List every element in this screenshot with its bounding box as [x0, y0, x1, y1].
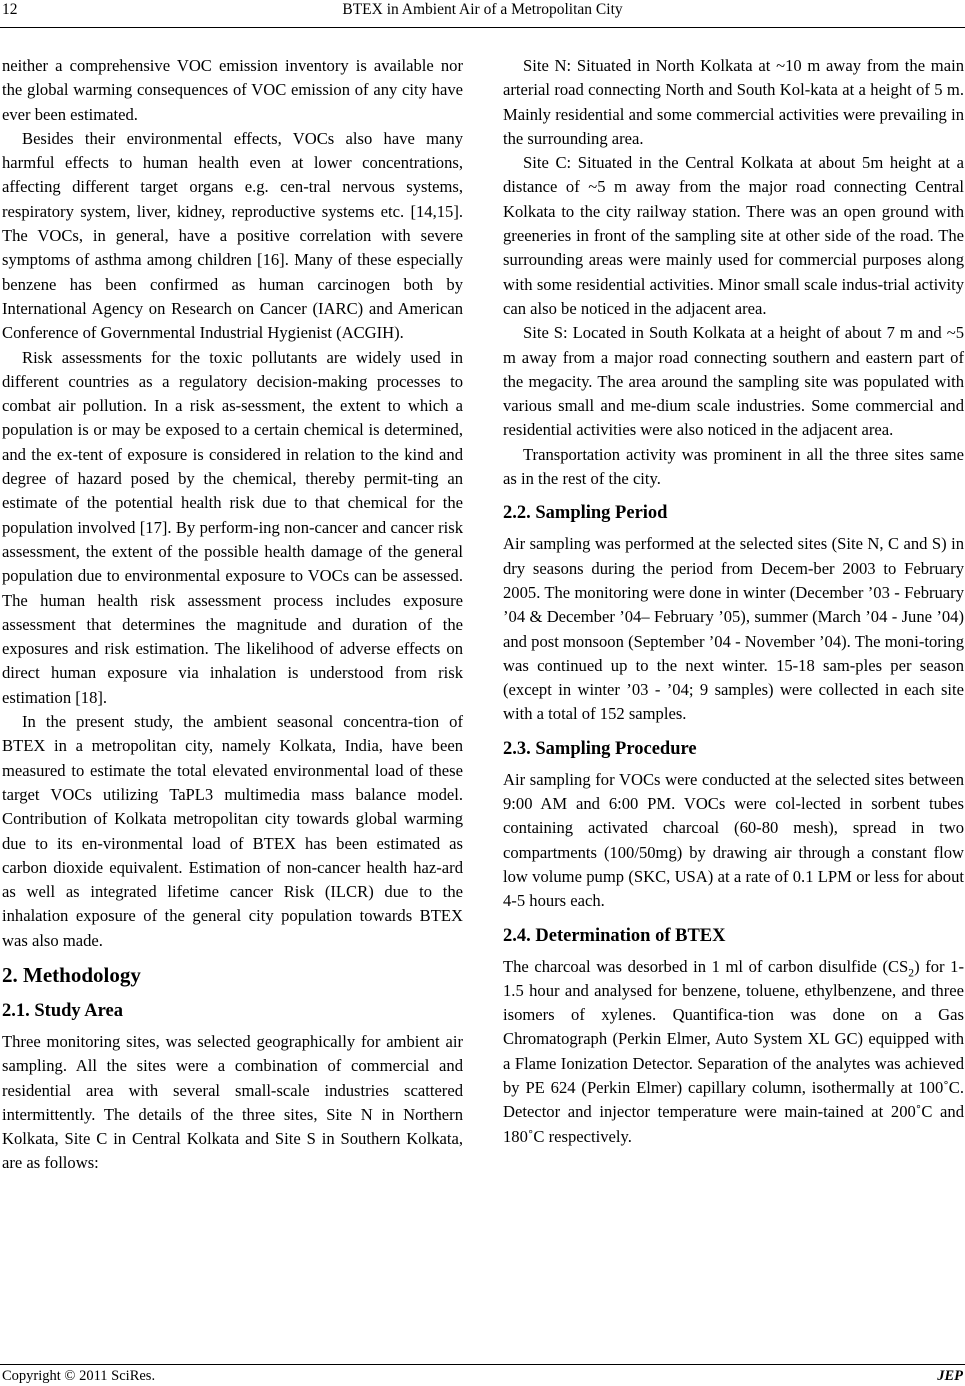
paragraph: Air sampling was performed at the selected sites (Site N, C and S) in dry seasons during the period from Decem-ber 2003 to February 2005. The monitoring were done in winter (December ’03 - February ’04 & December ’04– February ’05), summer (March ’04 - June ’04) and post monsoon (September ’04 - November ’04). The moni-toring was continued up to the next winter. 15-18 sam-ples per season (except in winter ’03 - ’04; 9 samples) were collected in each site with a total of 152 samples. [503, 534, 964, 724]
site-c-paragraph: Site C: Situated in the Central Kolkata at about 5m height at a distance of ~5 m away from the major road connecting Central Kolkata to the city railway station. There was an open ground with greeneries in front of the sampling site at other side of the road. The surrounding areas were mainly used for commercial purposes along with some residential activities. Minor small scale indus-trial activity can also be noticed in the adjacent area. [503, 153, 964, 318]
text-run: The charcoal was desorbed in 1 ml of carbon disulfide (CS [503, 956, 909, 976]
paragraph: Three monitoring sites, was selected geographically for ambient air sampling. All the sites were a combination of commercial and residential area with several small-scale industries scattered intermittently. The details of the three sites, Site N in Northern Kolkata, Site C in Central Kolkata and Site S in Southern Kolkata, are as follows: [2, 1031, 463, 1173]
paragraph: Besides their environmental effects, VOCs also have many harmful effects to human health even at lower concentrations, affecting different target organs e.g. cen-tral nervous systems, respiratory system, liver, kidney, reproductive systems etc. [14,15]. The VOCs, in general, have a positive correlation with severe symptoms of asthma among children [16]. Many of these especially benzene has been confirmed as human carcinogen both by International Agency on Research on Cancer (IARC) and American Conference of Governmental Industrial Hygienist (ACGIH). [2, 128, 463, 343]
journal-abbreviation: JEP [937, 1368, 963, 1384]
subsection-heading-sampling-period: 2.2. Sampling Period [503, 503, 668, 524]
site-s-paragraph: Site S: Located in South Kolkata at a height of about 7 m and ~5 m away from a major road connecting southern and eastern part of the megacity. The area around the sampling site was populated with various small and me-dium scale industries. Some commercial and residential activities were also noticed in the adjacent area. [503, 323, 964, 440]
right-column [503, 54, 964, 1149]
paragraph: Transportation activity was prominent in all the three sites same as in the rest of the city. [503, 444, 964, 489]
text-run: ) for 1-1.5 hour and analysed for benzene, toluene, ethylbenzene, and three isomers of xylenes. Quantifica-tion was done on a Gas Chromatograph (Perkin Elmer, Auto System XL GC) equipped with a Flame Ionization Detector. Separation of the analytes was achieved by PE 624 (Perkin Elmer) capillary column, isothermally at 100˚C. Detector and injector temperature were main-tained at 200˚C and 180˚C respectively. [503, 956, 965, 1146]
copyright-notice: Copyright © 2011 SciRes. [2, 1368, 156, 1384]
paragraph: Risk assessments for the toxic pollutants are widely used in different countries as a regulatory decision-making processes to combat air pollution. In a risk as-sessment, the extent to which a population is or may be exposed to a certain chemical is determined, and the ex-tent of exposure is considered in relation to the kind and degree of hazard posed by the chemical, thereby permit-ting an estimate of the potential health risk due to that chemical for the population involved [17]. By perform-ing non-cancer and cancer risk assessment, the extent of the possible health damage of the general population due to environmental exposure to VOCs can be assessed. The human health risk assessment process includes exposure assessment that determines the magnitude and duration of the exposures and risk estimation. The likelihood of adverse effects on direct human exposure via inhalation is understood from risk estimation [18]. [2, 347, 463, 707]
paragraph [503, 955, 964, 1149]
header-rule [0, 27, 965, 28]
paragraph: Air sampling for VOCs were conducted at the selected sites between 9:00 AM and 6:00 PM. VOCs were col-lected in sorbent tubes containing activated charcoal (60-80 mesh), spread in two compartments (100/50mg) by drawing air through a constant flow low volume pump (SKC, USA) at a rate of 0.1 LPM or less for about 4-5 hours each. [503, 769, 964, 911]
running-title: BTEX in Ambient Air of a Metropolitan City [342, 1, 623, 18]
subscript: 2 [908, 965, 915, 979]
paragraph: neither a comprehensive VOC emission inventory is available nor the global warming consequences of VOC emission of any city have ever been estimated. [2, 56, 463, 124]
subsection-heading-determination: 2.4. Determination of BTEX [503, 925, 726, 946]
section-heading-methodology: 2. Methodology [2, 962, 141, 987]
subsection-heading-sampling-procedure: 2.3. Sampling Procedure [503, 738, 697, 759]
subsection-heading-study-area: 2.1. Study Area [2, 1000, 123, 1021]
page-number: 12 [2, 1, 18, 18]
running-header [0, 0, 965, 26]
footer-rule [0, 1364, 965, 1365]
paragraph: In the present study, the ambient seasonal concentra-tion of BTEX in a metropolitan city, namely Kolkata, India, have been measured to estimate the total elevated environmental load of these target VOCs utilizing TaPL3 multimedia mass balance model. Contribution of Kolkata metropolitan city towards global warming due to its en-vironmental load of BTEX has been estimated as carbon dioxide equivalent. Estimation of non-cancer health haz-ard as well as integrated lifetime cancer Risk (ILCR) due to the inhalation exposure of the general city population towards BTEX was also made. [2, 712, 463, 950]
left-column [2, 54, 463, 1176]
site-n-paragraph: Site N: Situated in North Kolkata at ~10 m away from the main arterial road connecting North and South Kol-kata at a height of 5 m. Mainly residential and some commercial activities were prevailing in the surrounding area. [503, 56, 964, 148]
